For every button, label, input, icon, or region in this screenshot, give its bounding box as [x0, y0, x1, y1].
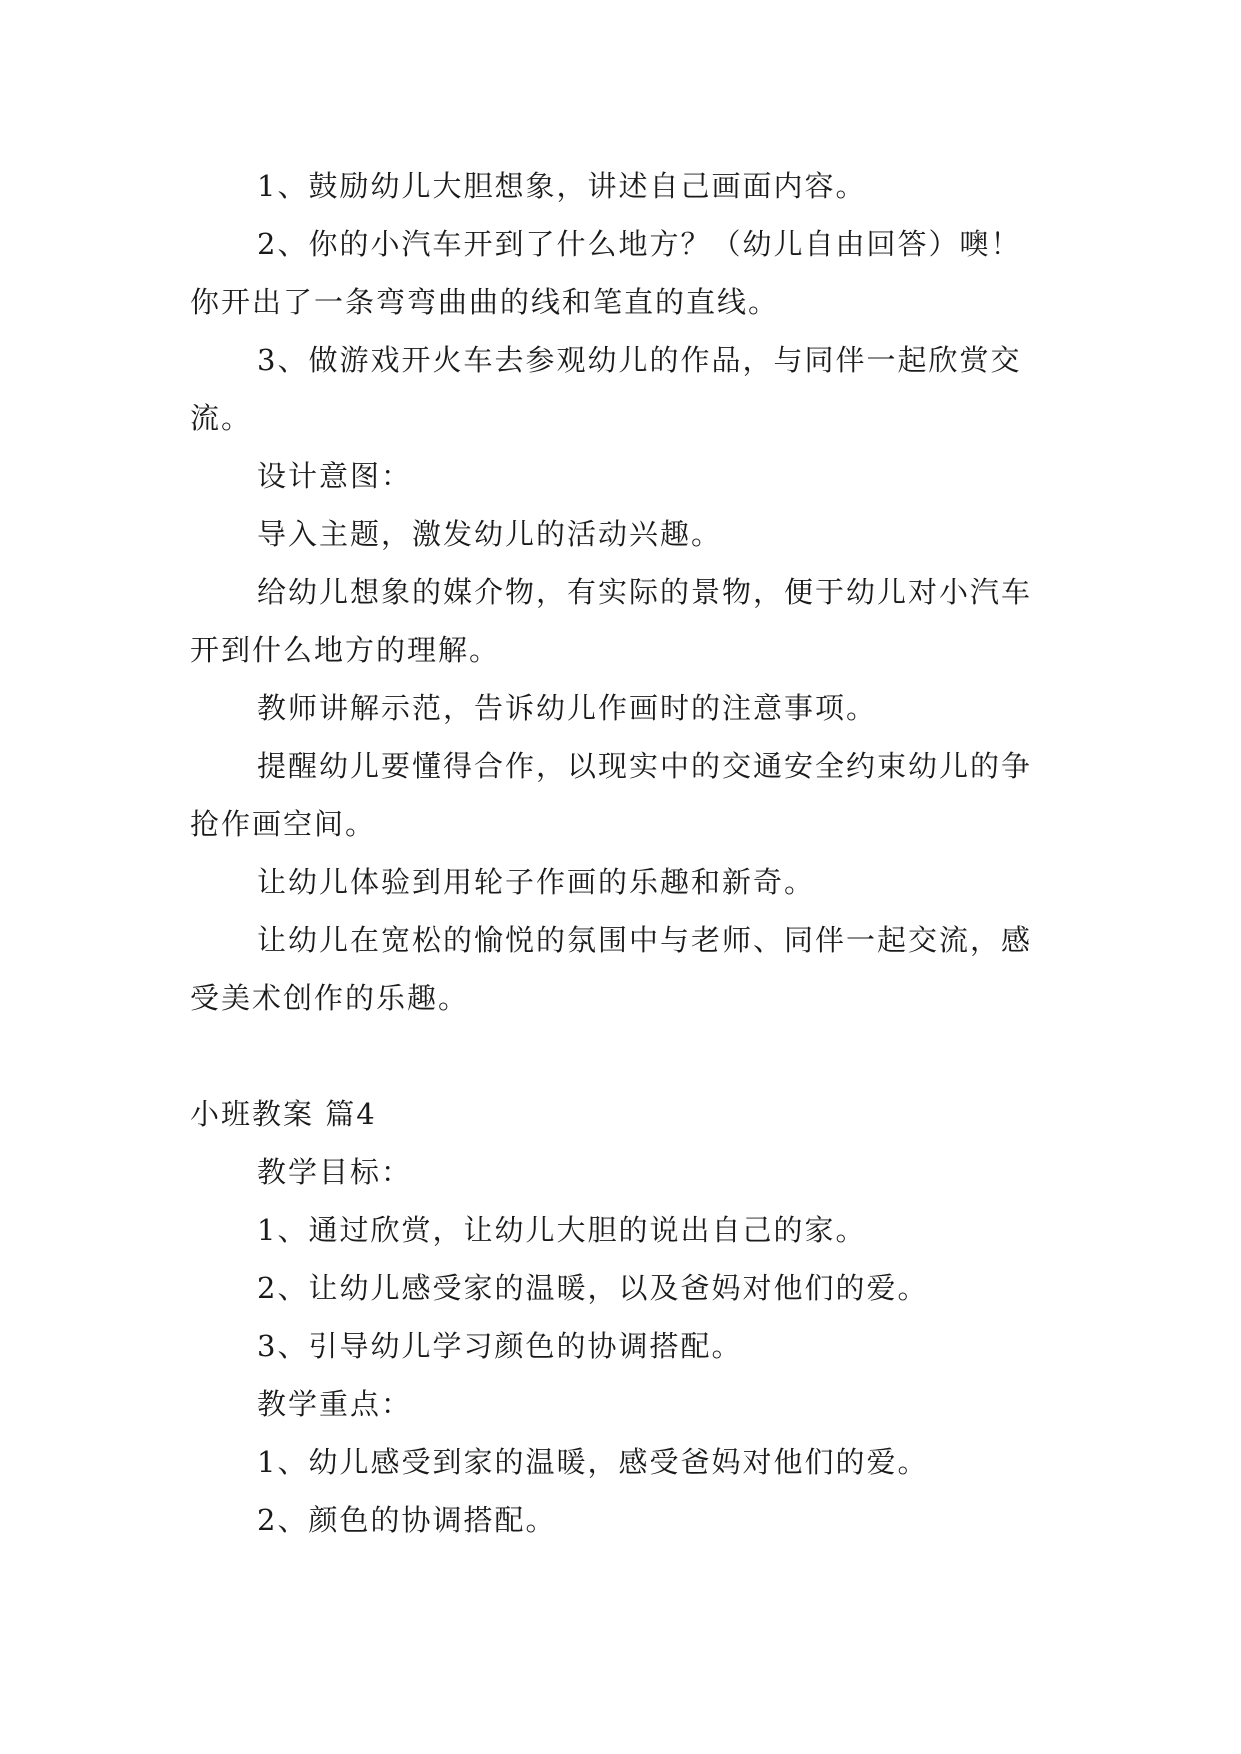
paragraph: 给幼儿想象的媒介物，有实际的景物，便于幼儿对小汽车开到什么地方的理解。	[190, 575, 1033, 667]
paragraph: 让幼儿体验到用轮子作画的乐趣和新奇。	[257, 865, 816, 899]
paragraph: 1、鼓励幼儿大胆想象，讲述自己画面内容。	[257, 169, 867, 203]
paragraph: 3、做游戏开火车去参观幼儿的作品，与同伴一起欣赏交流。	[190, 343, 1022, 435]
paragraph: 1、通过欣赏，让幼儿大胆的说出自己的家。	[257, 1213, 867, 1247]
paragraph: 1、幼儿感受到家的温暖，感受爸妈对他们的爱。	[257, 1445, 929, 1479]
paragraph: 3、引导幼儿学习颜色的协调搭配。	[257, 1329, 743, 1363]
paragraph: 让幼儿在宽松的愉悦的氛围中与老师、同伴一起交流，感受美术创作的乐趣。	[190, 923, 1033, 1015]
document-body	[190, 157, 1052, 1549]
paragraph: 2、你的小汽车开到了什么地方？（幼儿自由回答）噢！你开出了一条弯弯曲曲的线和笔直的直线。	[190, 227, 1022, 319]
paragraph-label: 教学重点：	[257, 1387, 413, 1421]
paragraph-label: 教学目标：	[257, 1155, 413, 1189]
paragraph: 2、颜色的协调搭配。	[257, 1503, 557, 1537]
paragraph: 导入主题，激发幼儿的活动兴趣。	[257, 517, 723, 551]
section-spacer	[190, 1027, 1052, 1085]
section-heading: 小班教案 篇4	[190, 1097, 377, 1131]
paragraph: 提醒幼儿要懂得合作，以现实中的交通安全约束幼儿的争抢作画空间。	[190, 749, 1033, 841]
paragraph: 教师讲解示范，告诉幼儿作画时的注意事项。	[257, 691, 878, 725]
paragraph-label: 设计意图：	[257, 459, 413, 493]
paragraph: 2、让幼儿感受家的温暖，以及爸妈对他们的爱。	[257, 1271, 929, 1305]
